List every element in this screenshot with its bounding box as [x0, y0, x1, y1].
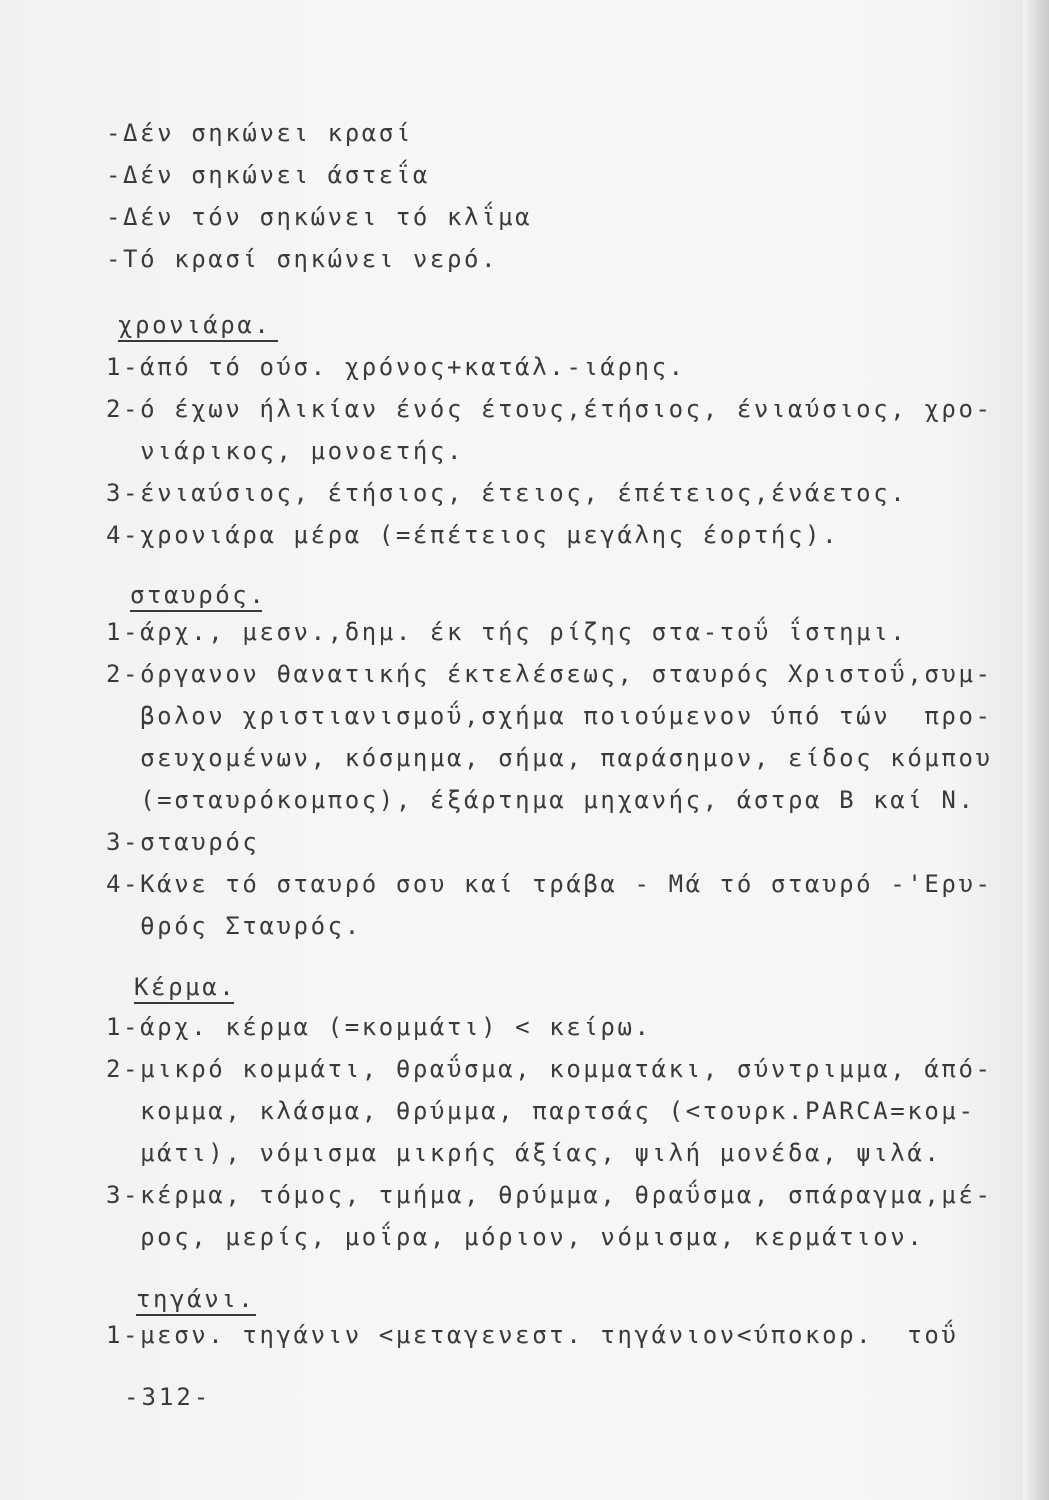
entry-line: 2-όργανον θανατικής έκτελέσεως, σταυρός Χριστοΰ,συμ- [106, 660, 993, 688]
page-number: -312- [124, 1383, 212, 1411]
entry-line: 2-μικρό κομμάτι, θραΰσμα, κομματάκι, σύντριμμα, άπό- [106, 1055, 993, 1083]
entry-line: 1-άρχ., μεσν.,δημ. έκ τής ρίζης στα-τοΰ ΐστημι. [106, 618, 908, 646]
heading-underline [130, 610, 262, 612]
entry-line: ρος, μερίς, μοΐρα, μόριον, νόμισμα, κερμάτιον. [106, 1223, 925, 1251]
heading-underline [134, 1002, 234, 1004]
entry-line: 2-ό έχων ήλικίαν ένός έτους,έτήσιος, ένιαύσιος, χρο- [106, 395, 993, 423]
intro-line: -Δέν τόν σηκώνει τό κλΐμα [106, 203, 533, 231]
entry-line: 1-μεσν. τηγάνιν <μεταγενεστ. τηγάνιον<ύποκορ. τοΰ [106, 1321, 959, 1349]
intro-line: -Δέν σηκώνει κρασί [106, 119, 413, 147]
entry-line: 3-ένιαύσιος, έτήσιος, έτειος, έπέτειος,ένάετος. [106, 479, 908, 507]
entry-line: μάτι), νόμισμα μικρής άξίας, ψιλή μονέδα, ψιλά. [106, 1139, 942, 1167]
entry-line: (=σταυρόκομπος), έξάρτημα μηχανής, άστρα Β καί Ν. [106, 786, 976, 814]
entry-line: 3-σταυρός [106, 828, 260, 856]
entry-line: θρός Σταυρός. [106, 912, 362, 940]
entry-line: κομμα, κλάσμα, θρύμμα, παρτσάς (<τουρκ.PARCA=κομ- [106, 1097, 976, 1125]
entry-line: νιάρικος, μονοετής. [106, 437, 465, 465]
entry-line: 4-χρονιάρα μέρα (=έπέτειος μεγάλης έορτής). [106, 521, 840, 549]
intro-line: -Δέν σηκώνει άστεΐα [106, 161, 430, 189]
entry-heading: τηγάνι. [136, 1285, 256, 1313]
entry-heading: Κέρμα. [134, 973, 237, 1001]
entry-line: 3-κέρμα, τόμος, τμήμα, θρύμμα, θραΰσμα, σπάραγμα,μέ- [106, 1181, 993, 1209]
entry-heading: χρονιάρα. [118, 311, 272, 339]
entry-line: βολον χριστιανισμοΰ,σχήμα ποιούμενον ύπό τών προ- [106, 702, 993, 730]
entry-line: 4-Κάνε τό σταυρό σου καί τράβα - Μά τό σταυρό -'Ερυ- [106, 870, 993, 898]
page-edge-shadow [1023, 0, 1049, 1500]
entry-line: σευχομένων, κόσμημα, σήμα, παράσημον, είδος κόμπου [106, 744, 993, 772]
intro-line: -Τό κρασί σηκώνει νερό. [106, 245, 499, 273]
entry-heading: σταυρός. [130, 581, 267, 609]
heading-underline [118, 340, 278, 342]
entry-line: 1-άπό τό ούσ. χρόνος+κατάλ.-ιάρης. [106, 353, 686, 381]
heading-underline [136, 1314, 256, 1316]
entry-line: 1-άρχ. κέρμα (=κομμάτι) < κείρω. [106, 1013, 652, 1041]
